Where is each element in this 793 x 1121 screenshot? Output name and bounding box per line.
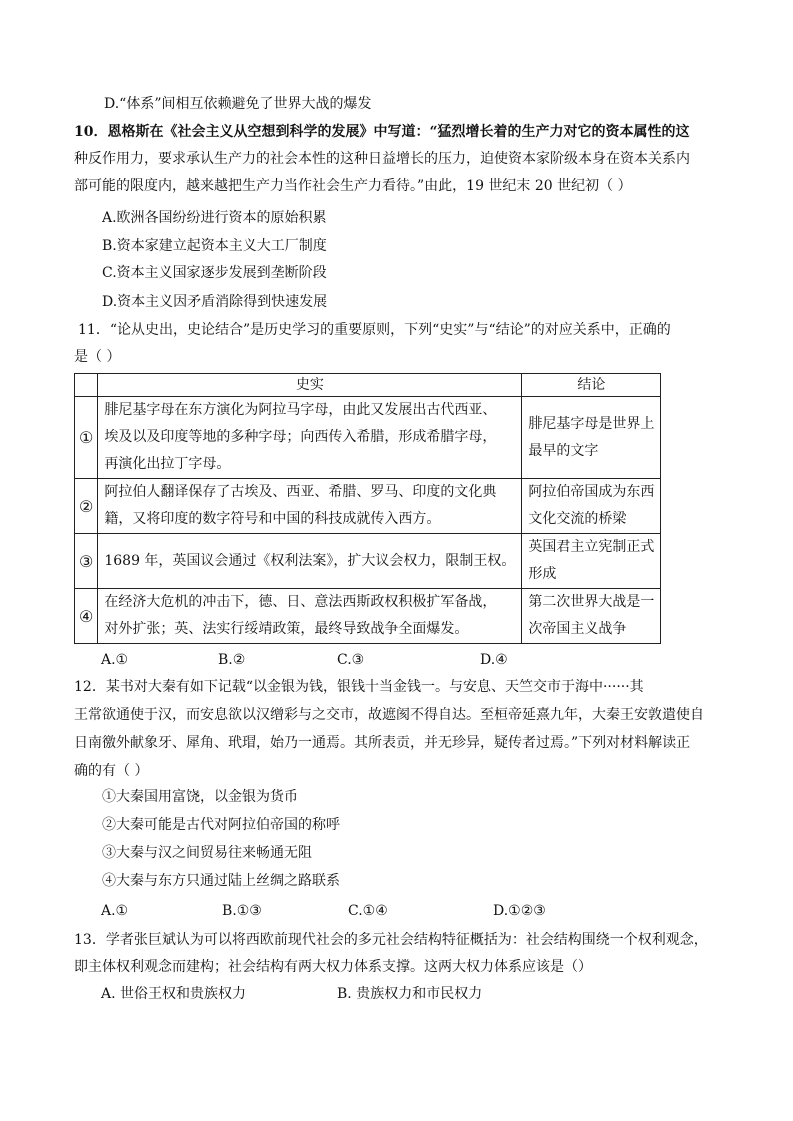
q13-stem-line-1: 13．学者张巨斌认为可以将西欧前现代社会的多元社会结构特征概括为：社会结构围绕一个权利观念，: [74, 932, 708, 948]
q10-stem-line-2: 种反作用力，要求承认生产力的社会本性的这种日益增长的压力，迫使资本家阶级本身在资本关系内: [74, 151, 690, 167]
row-number: ②: [75, 479, 98, 534]
q12-statement-3: ③大秦与汉之间贸易往来畅通无阻: [102, 845, 312, 861]
conclusion-cell: [522, 479, 661, 534]
q12-option-a: A.①: [101, 903, 129, 919]
fact-line: 籍，又将印度的数字符号和中国的科技成就传入西方。: [104, 511, 441, 527]
q12-option-c: C.①④: [348, 903, 388, 919]
q10-stem-line-1: 10．恩格斯在《社会主义从空想到科学的发展》中写道：“猛烈增长着的生产力对它的资本属性的这: [74, 124, 690, 140]
conclusion-cell: [522, 397, 661, 479]
q12-stem-line-1: 12．某书对大秦有如下记载“以金银为钱，银钱十当金钱一。与安息、天竺交市于海中······其: [74, 679, 644, 695]
table-row: [75, 589, 661, 644]
fact-line: 阿拉伯人翻译保存了古埃及、西亚、希腊、罗马、印度的文化典: [104, 484, 497, 500]
fact-line: 再演化出拉丁字母。: [104, 456, 231, 472]
row-number: ③: [75, 534, 98, 589]
table-row: [75, 479, 661, 534]
fact-line: 在经济大危机的冲击下，德、日、意法西斯政权积极扩军备战，: [104, 594, 497, 610]
conclusion-cell: [522, 589, 661, 644]
header-fact: 史实: [98, 374, 522, 397]
q12-statement-2: ②大秦可能是古代对阿拉伯帝国的称呼: [102, 817, 340, 833]
table-row: [75, 397, 661, 479]
q11-option-d: D.④: [480, 652, 508, 668]
q10-stem-line-3: 部可能的限度内，越来越把生产力当作社会生产力看待。”由此，19 世纪末 20 世纪初（ ）: [74, 178, 632, 194]
header-index: [75, 374, 98, 397]
q11-option-c: C.③: [337, 652, 365, 668]
header-conclusion: 结论: [522, 374, 661, 397]
q12-options: [0, 901, 793, 921]
fact-cell: [98, 479, 522, 534]
conclusion-line: 阿拉伯帝国成为东西: [528, 484, 655, 500]
row-number: ④: [75, 589, 98, 644]
q13-stem-line-2: 即主体权利观念而建构；社会结构有两大权力体系支撑。这两大权力体系应该是（）: [74, 959, 592, 975]
conclusion-line: 腓尼基字母是世界上: [528, 415, 655, 432]
q12-stem-line-3: 日南徼外献象牙、犀角、玳瑁，始乃一通焉。其所表贡，并无珍异，疑传者过焉。”下列对材料解读正: [74, 735, 691, 751]
q10-option-b: B.资本家建立起资本主义大工厂制度: [102, 238, 327, 254]
fact-line: 对外扩张；英、法实行绥靖政策，最终导致战争全面爆发。: [104, 621, 469, 637]
q13-option-a: A. 世俗王权和贵族权力: [101, 986, 247, 1002]
fact-line: 埃及以及印度等地的多种字母；向西传入希腊，形成希腊字母，: [104, 429, 497, 445]
q11-options: [0, 650, 793, 670]
q13-option-b: B. 贵族权力和市民权力: [337, 986, 483, 1002]
conclusion-line: 最早的文字: [528, 442, 599, 459]
table-header-row: [75, 374, 661, 397]
fact-line: 1689 年，英国议会通过《权利法案》，扩大议会权力，限制王权。: [104, 552, 516, 569]
q11-stem-line-2: 是（ ）: [74, 349, 121, 365]
conclusion-line: 文化交流的桥梁: [528, 511, 627, 527]
q10-option-d: D.资本主义因矛盾消除得到快速发展: [102, 294, 328, 310]
history-facts-table: [74, 373, 661, 644]
fact-line: 腓尼基字母在东方演化为阿拉马字母，由此又发展出古代西亚、: [104, 402, 497, 418]
row-number: ①: [75, 397, 98, 479]
conclusion-line: 英国君主立宪制正式: [528, 539, 655, 555]
q12-option-b: B.①③: [222, 903, 262, 919]
q12-stem-line-4: 确的有（ ）: [74, 763, 149, 779]
q13-options: [0, 984, 793, 1004]
fact-cell: [98, 534, 522, 589]
q11-stem-line-1: 11．“论从史出，史论结合”是历史学习的重要原则，下列“史实”与“结论”的对应关系中，正确的: [78, 322, 671, 338]
conclusion-line: 次帝国主义战争: [528, 621, 627, 637]
q12-stem-line-2: 王常欲通使于汉，而安息欲以汉缯彩与之交市，故遮阂不得自达。至桓帝延熹九年，大秦王安敦遣使自: [74, 707, 704, 723]
q12-statement-1: ①大秦国用富饶，以金银为货币: [102, 789, 298, 805]
conclusion-line: 第二次世界大战是一: [528, 594, 655, 610]
q12-statement-4: ④大秦与东方只通过陆上丝绸之路联系: [102, 873, 340, 889]
q11-option-b: B.②: [218, 652, 246, 668]
fact-cell: [98, 589, 522, 644]
conclusion-cell: [522, 534, 661, 589]
q11-option-a: A.①: [101, 652, 129, 668]
q12-option-d: D.①②③: [493, 903, 546, 919]
q10-option-c: C.资本主义国家逐步发展到垄断阶段: [102, 265, 327, 281]
table-row: [75, 534, 661, 589]
conclusion-line: 形成: [528, 566, 557, 582]
q10-option-a: A.欧洲各国纷纷进行资本的原始积累: [102, 210, 327, 226]
q9-option-d: D.“体系”间相互依赖避免了世界大战的爆发: [104, 96, 372, 112]
fact-cell: [98, 397, 522, 479]
